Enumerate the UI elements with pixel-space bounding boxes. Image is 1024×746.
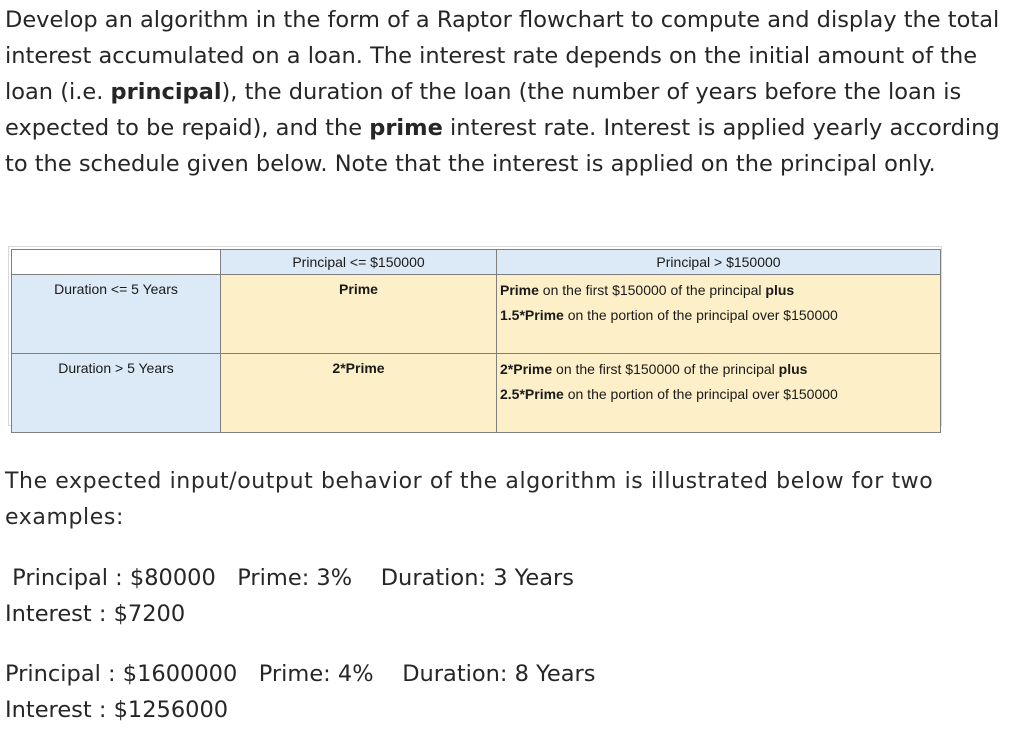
interest-schedule-table: [11, 249, 941, 433]
row-header-long-duration: Duration > 5 Years: [12, 354, 221, 433]
cell-short-high-line1: Prime on the first $150000 of the principal plus: [500, 282, 795, 298]
table-corner-cell: [12, 250, 221, 275]
example-2-output: Interest : $1256000: [5, 697, 229, 723]
problem-statement: [5, 2, 1015, 182]
cell-long-low-value: 2*Prime: [332, 360, 385, 376]
cell-long-high-line1: 2*Prime on the first $150000 of the principal plus: [500, 361, 808, 377]
table-row: [12, 354, 941, 433]
problem-paragraph: [5, 2, 1015, 182]
cell-long-low: [221, 354, 497, 433]
header-principal-high: Principal > $150000: [497, 250, 941, 275]
intro-text-1: Develop an algorithm in the form of a Raptor flowchart to compute and display the total interest accumulated on a loan. The interest rate depends on the initial amount of the loan (i.e.: [5, 7, 1000, 105]
intro-text-2: ), the duration of the loan (the number of years before the loan is expected to be repaid), and the: [5, 79, 962, 141]
table-header-row: [12, 250, 941, 275]
cell-short-low: [221, 275, 497, 354]
intro-text-3: interest rate. Interest is applied yearly according to the schedule given below. Note that the interest is applied on the principal only.: [5, 115, 1000, 177]
example-2-input: Principal : $1600000 Prime: 4% Duration: 8 Years: [5, 661, 596, 687]
interest-schedule-frame: [8, 246, 942, 426]
cell-short-high-line2: 1.5*Prime on the portion of the principal over $150000: [500, 307, 838, 323]
cell-long-high: [497, 354, 941, 433]
example-1-output: Interest : $7200: [5, 601, 186, 627]
intro-bold-prime: prime: [369, 115, 443, 141]
cell-short-low-value: Prime: [339, 281, 378, 297]
example-1-input: Principal : $80000 Prime: 3% Duration: 3 Years: [5, 565, 575, 591]
header-principal-low: Principal <= $150000: [221, 250, 497, 275]
table-row: [12, 275, 941, 354]
cell-short-high: [497, 275, 941, 354]
cell-long-high-line2: 2.5*Prime on the portion of the principal over $150000: [500, 386, 838, 402]
row-header-short-duration: Duration <= 5 Years: [12, 275, 221, 354]
intro-bold-principal: principal: [110, 79, 222, 105]
examples-intro: The expected input/output behavior of the algorithm is illustrated below for two examples:: [5, 469, 934, 530]
